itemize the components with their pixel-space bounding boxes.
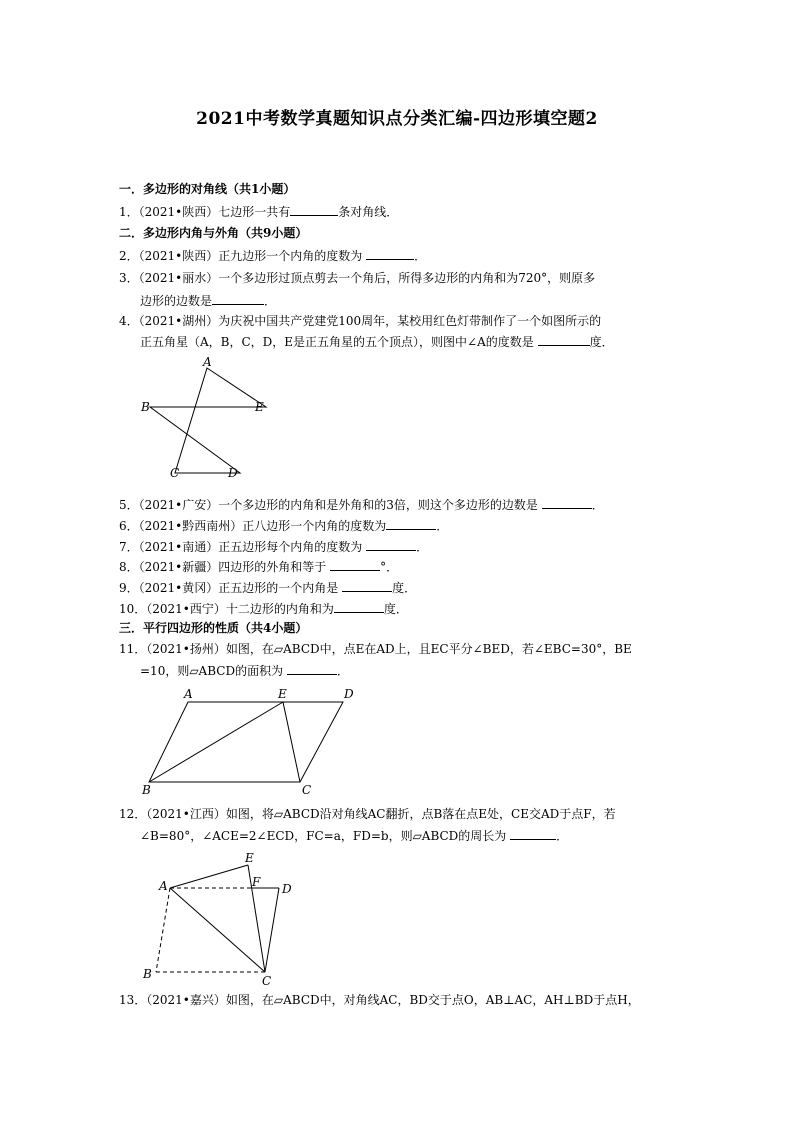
star-label-c: C bbox=[170, 466, 180, 480]
para2-label-a: A bbox=[159, 879, 168, 893]
parallelogram-figure-1 bbox=[140, 683, 370, 798]
answer-blank-5[interactable] bbox=[542, 496, 592, 509]
question-1-tail: 条对角线． bbox=[338, 205, 399, 219]
question-11 bbox=[119, 641, 632, 657]
question-2-tail: ． bbox=[414, 249, 427, 263]
star-label-e: E bbox=[255, 400, 264, 414]
pentagram-figure bbox=[130, 355, 280, 485]
section-heading-3: 三．平行四边形的性质（共4小题） bbox=[119, 621, 308, 635]
segment-be bbox=[149, 702, 283, 782]
question-13 bbox=[119, 992, 640, 1008]
dashed-ab bbox=[156, 888, 170, 972]
question-4-text: 4．（2021•湖州）为庆祝中国共产党建党100周年，某校用红色灯带制作了一个如图所示的 bbox=[119, 314, 602, 328]
question-10 bbox=[119, 600, 408, 617]
question-3-text: 3．（2021•丽水）一个多边形过顶点剪去一个角后，所得多边形的内角和为720°，则原多 bbox=[119, 271, 596, 285]
question-7-tail: ． bbox=[416, 540, 429, 554]
question-4-text-2: 正五角星（A，B，C，D，E是正五角星的五个顶点），则图中∠A的度数是 bbox=[140, 335, 534, 349]
answer-blank-7[interactable] bbox=[366, 538, 416, 551]
para1-label-c: C bbox=[302, 783, 312, 797]
question-6 bbox=[119, 517, 448, 534]
para2-label-c: C bbox=[262, 974, 272, 988]
question-1-text: 1．（2021•陕西）七边形一共有 bbox=[119, 205, 291, 219]
parallelogram-abcd bbox=[149, 702, 343, 782]
star-label-b: B bbox=[141, 400, 150, 414]
answer-blank-10[interactable] bbox=[334, 600, 384, 613]
question-1 bbox=[119, 203, 398, 220]
question-11-tail: ． bbox=[336, 664, 349, 678]
question-5-tail: ． bbox=[591, 498, 604, 512]
question-11-text-2: =10，则▱ABCD的面积为 bbox=[140, 664, 284, 678]
question-3-cont bbox=[140, 292, 276, 309]
pentagram-shape bbox=[150, 368, 266, 473]
para2-label-e: E bbox=[245, 851, 254, 865]
question-12 bbox=[119, 806, 616, 822]
question-12-cont bbox=[140, 827, 568, 844]
section-heading-1: 一．多边形的对角线（共1小题） bbox=[119, 182, 296, 196]
answer-blank-9[interactable] bbox=[342, 579, 392, 592]
segment-ae bbox=[170, 865, 248, 888]
answer-blank-3[interactable] bbox=[212, 292, 264, 305]
question-11-text: 11．（2021•扬州）如图，在▱ABCD中，点E在AD上，且EC平分∠BED，若∠EBC=30°，BE bbox=[119, 642, 632, 656]
question-9-text: 9．（2021•黄冈）正五边形的一个内角是 bbox=[119, 581, 339, 595]
answer-blank-1[interactable] bbox=[290, 203, 338, 216]
answer-blank-2[interactable] bbox=[366, 247, 414, 260]
question-10-text: 10．（2021•西宁）十二边形的内角和为 bbox=[119, 602, 334, 616]
para2-label-b: B bbox=[143, 967, 152, 981]
question-8 bbox=[119, 558, 398, 575]
question-7 bbox=[119, 538, 428, 555]
para1-label-d: D bbox=[344, 687, 354, 701]
question-4-cont bbox=[140, 333, 614, 350]
question-11-cont bbox=[140, 662, 349, 679]
section-heading-2: 二．多边形内角与外角（共9小题） bbox=[119, 226, 308, 240]
question-10-tail: 度． bbox=[383, 602, 408, 616]
question-2-text: 2．（2021•陕西）正九边形一个内角的度数为 bbox=[119, 249, 363, 263]
question-13-text: 13．（2021•嘉兴）如图，在▱ABCD中，对角线AC，BD交于点O，AB⊥AC，AH⊥BD于点H， bbox=[119, 993, 640, 1007]
answer-blank-6[interactable] bbox=[386, 517, 436, 530]
parallelogram-figure-2 bbox=[140, 848, 310, 988]
diagonal-ac bbox=[170, 888, 265, 972]
para2-label-f: F bbox=[252, 875, 261, 889]
star-label-d: D bbox=[228, 466, 238, 480]
question-3-tail: ． bbox=[264, 294, 277, 308]
question-4 bbox=[119, 313, 601, 329]
question-3-text-2: 边形的边数是 bbox=[140, 294, 213, 308]
page-title: 2021中考数学真题知识点分类汇编-四边形填空题2 bbox=[196, 109, 598, 129]
answer-blank-11[interactable] bbox=[287, 662, 337, 675]
question-3 bbox=[119, 270, 595, 286]
para1-label-e: E bbox=[278, 687, 287, 701]
answer-blank-4[interactable] bbox=[538, 333, 590, 346]
question-8-tail: °． bbox=[380, 560, 399, 574]
segment-dc bbox=[265, 888, 279, 972]
question-12-text-2: ∠B=80°，∠ACE=2∠ECD，FC=a，FD=b，则▱ABCD的周长为 bbox=[140, 829, 507, 843]
question-9 bbox=[119, 579, 416, 596]
question-7-text: 7．（2021•南通）正五边形每个内角的度数为 bbox=[119, 540, 363, 554]
question-12-text: 12．（2021•江西）如图，将▱ABCD沿对角线AC翻折，点B落在点E处，CE交AD于点F，若 bbox=[119, 807, 616, 821]
para1-label-a: A bbox=[184, 687, 193, 701]
question-6-tail: ． bbox=[436, 519, 449, 533]
star-label-a: A bbox=[203, 355, 212, 369]
question-12-tail: ． bbox=[556, 829, 569, 843]
question-5-text: 5．（2021•广安）一个多边形的内角和是外角和的3倍，则这个多边形的边数是 bbox=[119, 498, 538, 512]
segment-ec bbox=[283, 702, 300, 782]
para2-label-d: D bbox=[282, 882, 292, 896]
question-2 bbox=[119, 247, 426, 264]
question-5 bbox=[119, 496, 604, 513]
answer-blank-12[interactable] bbox=[510, 827, 556, 840]
question-4-tail: 度． bbox=[589, 335, 614, 349]
question-8-text: 8．（2021•新疆）四边形的外角和等于 bbox=[119, 560, 327, 574]
answer-blank-8[interactable] bbox=[330, 558, 380, 571]
para1-label-b: B bbox=[142, 783, 151, 797]
question-9-tail: 度． bbox=[392, 581, 417, 595]
question-6-text: 6．（2021•黔西南州）正八边形一个内角的度数为 bbox=[119, 519, 387, 533]
